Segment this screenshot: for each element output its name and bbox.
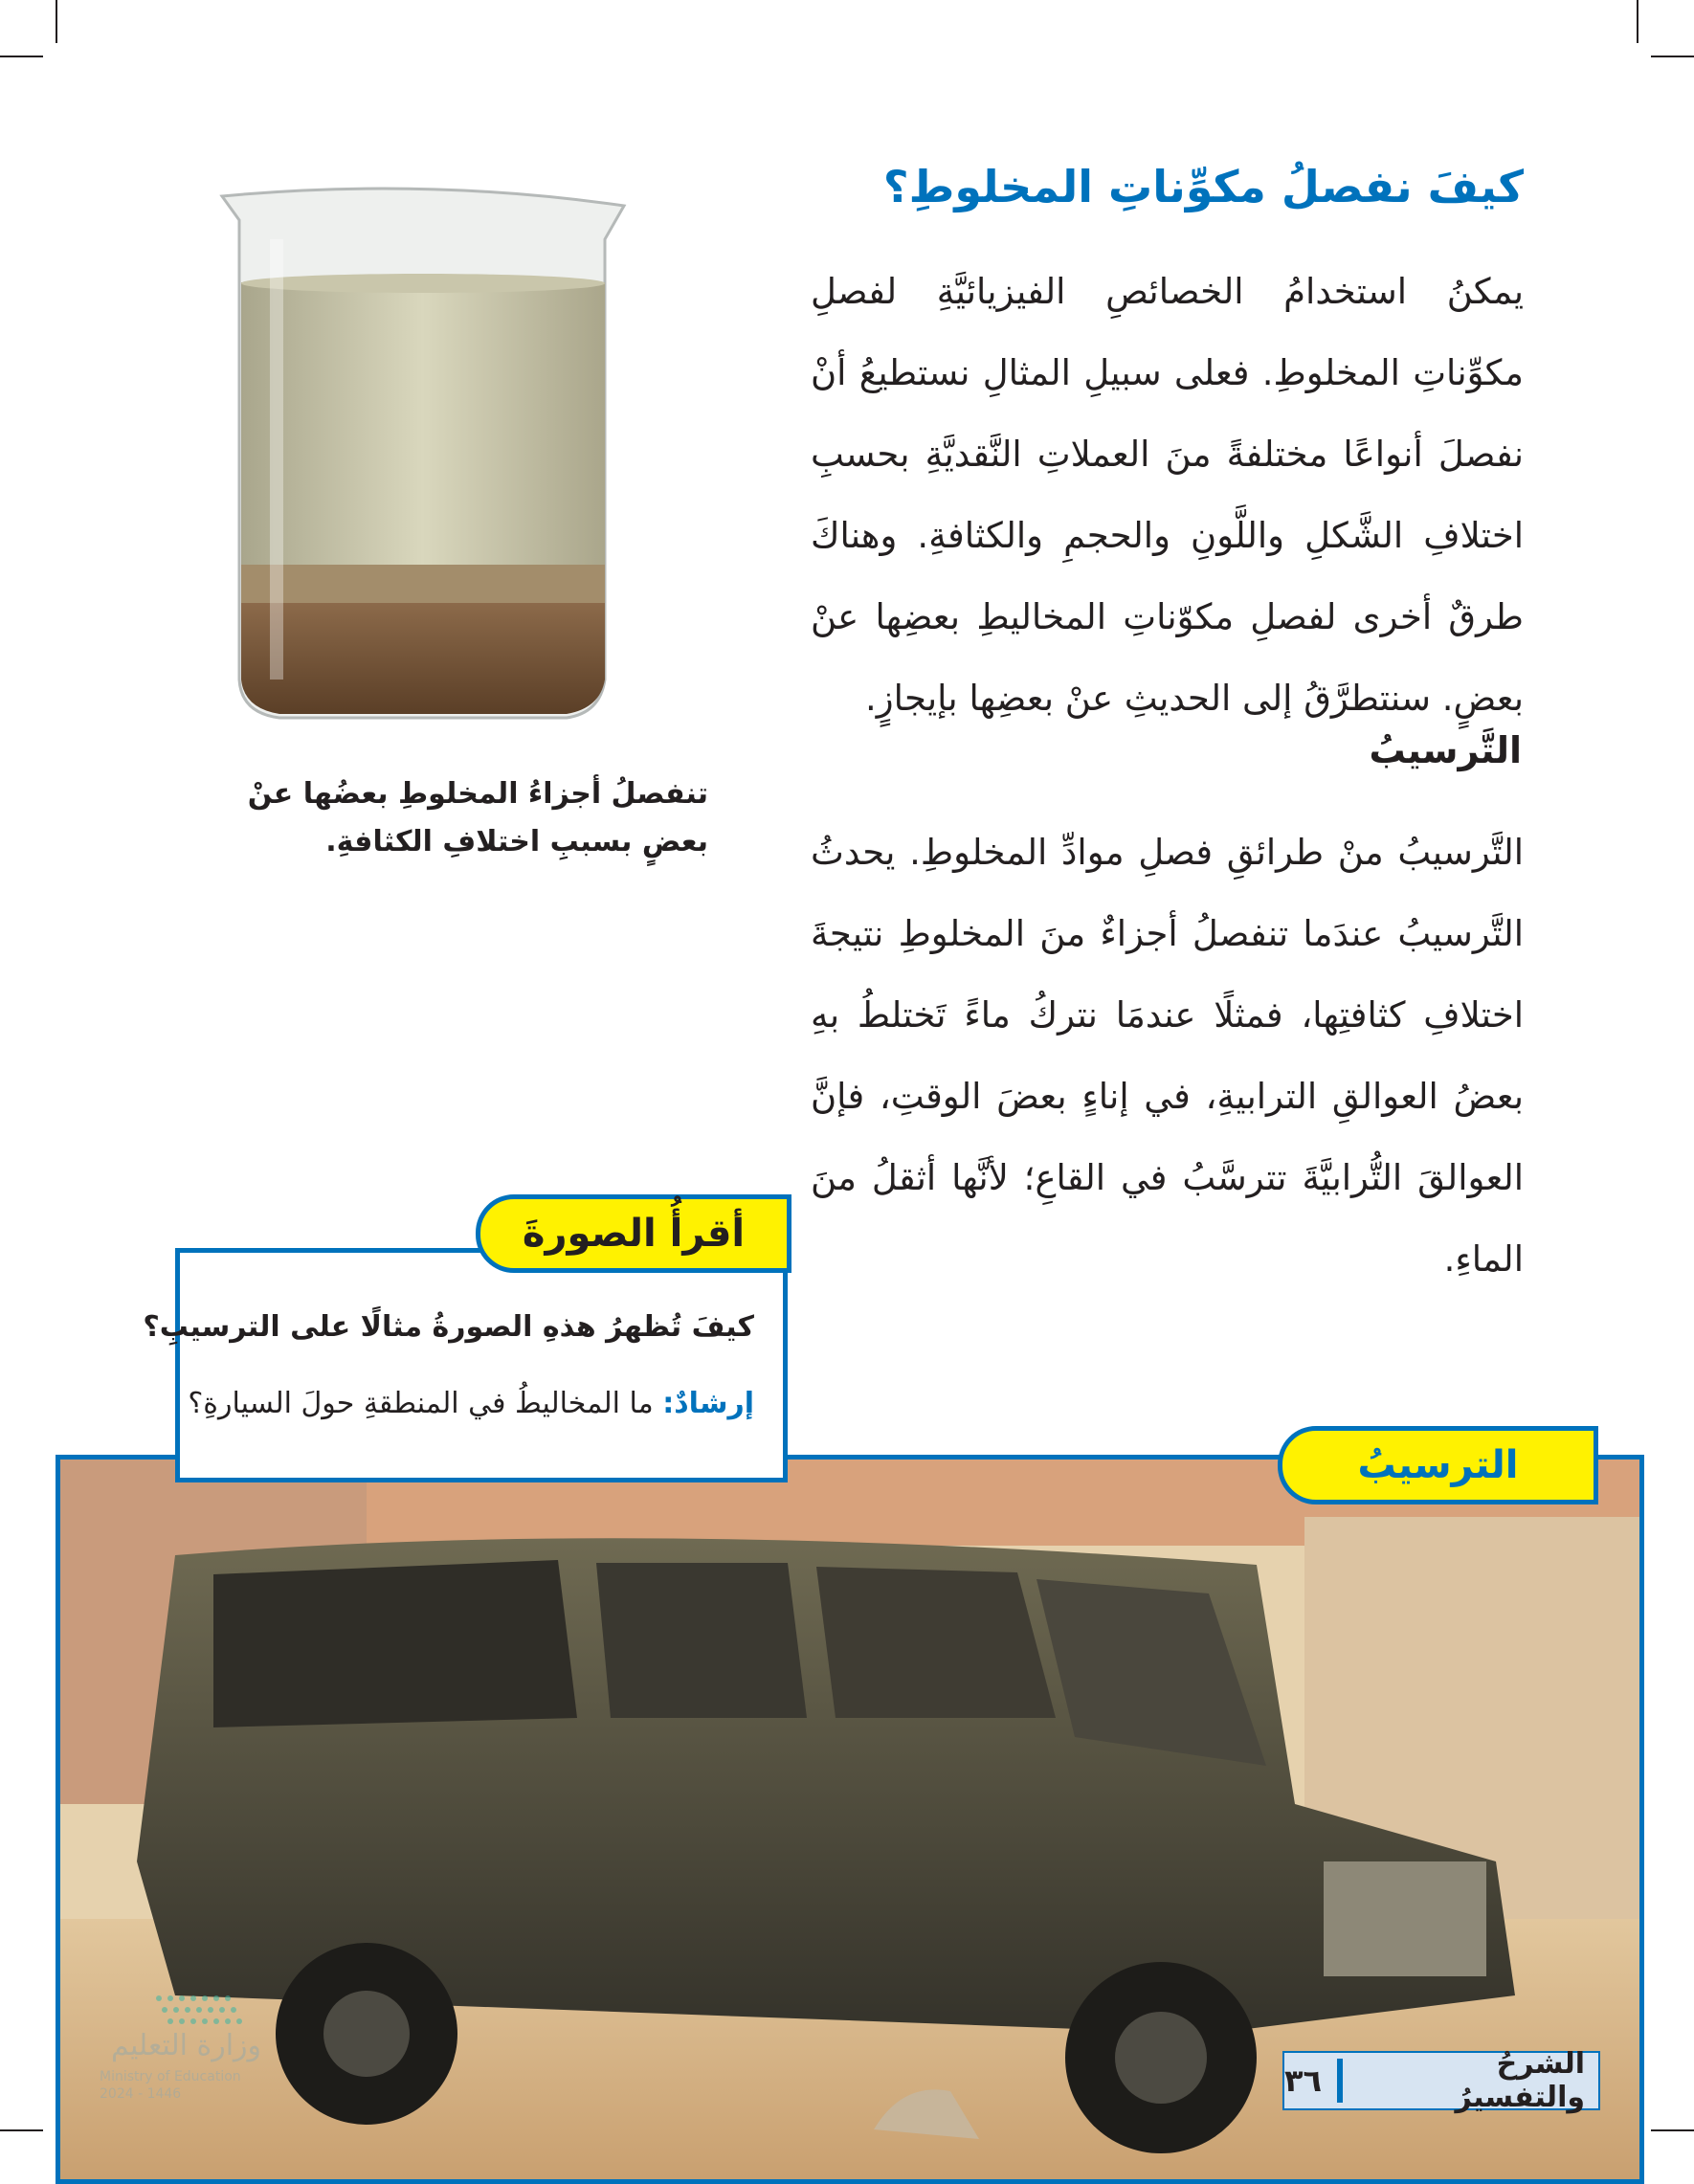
- hint-text: ما المخاليطُ في المنطقةِ حولَ السيارةِ؟: [188, 1387, 654, 1420]
- crop-mark: [56, 0, 57, 43]
- footer-separator: [1337, 2059, 1343, 2103]
- beaker-caption: تنفصلُ أجزاءُ المخلوطِ بعضُها عنْ بعضٍ بسببِ اختلافِ الكثافةِ.: [247, 777, 708, 858]
- ministry-year: 2024 - 1446: [100, 2086, 182, 2102]
- read-picture-tab: أقرأُ الصورةَ: [476, 1194, 791, 1273]
- beaker-photo: [212, 182, 634, 727]
- crop-mark: [0, 2129, 43, 2131]
- sedimentation-paragraph: التَّرسيبُ منْ طرائقِ فصلِ موادِّ المخلوطِ. يحدثُ التَّرسيبُ عندَما تنفصلُ أجزاءٌ منَ المخلوطِ نتيجةَ اختلافِ كثافتِها، فمثلًا عندمَا نتركُ ماءً تَختلطُ بهِ بعضُ العوالقِ الترابيةِ، في إناءٍ بعضَ الوقتِ، فإنَّ العوالقَ التُّرابيَّةَ تترسَّبُ في القاعِ؛ لأنَّها أثقلُ منَ الماءِ.: [811, 832, 1524, 1280]
- crop-mark: [1637, 0, 1638, 43]
- ministry-name-ar: وزارة التعليم: [111, 2029, 262, 2062]
- read-picture-hint: [188, 1387, 754, 1420]
- ministry-logo: [92, 1991, 331, 2106]
- read-picture-question: كيفَ تُظهرُ هذهِ الصورةُ مثالًا على الترسيبِ؟: [143, 1310, 754, 1344]
- sedimentation-heading: التَّرسيبُ: [1369, 729, 1522, 771]
- read-picture-box: [143, 1248, 788, 1482]
- sedimentation-figure-tab: الترسيبُ: [1278, 1426, 1598, 1504]
- crop-mark: [1651, 56, 1694, 57]
- section-title: كيفَ نفصلُ مكوِّناتِ المخلوطِ؟: [882, 161, 1524, 212]
- ministry-dots-icon: [149, 1991, 264, 2027]
- footer-section-label: الشرحُ والتفسيرُ: [1455, 2047, 1585, 2114]
- crop-mark: [1651, 2129, 1694, 2131]
- crop-mark: [0, 56, 43, 57]
- intro-paragraph: يمكنُ استخدامُ الخصائصِ الفيزيائيَّةِ لفصلِ مكوِّناتِ المخلوطِ. فعلى سبيلِ المثالِ نستطيعُ أنْ نفصلَ أنواعًا مختلفةً منَ العملاتِ النَّقديَّةِ بحسبِ اختلافِ الشَّكلِ واللَّونِ والحجمِ والكثافةِ. وهناكَ طرقٌ أخرى لفصلِ مكوّناتِ المخاليطِ بعضِها عنْ بعضٍ. سنتطرَّقُ إلى الحديثِ عنْ بعضِها بإيجازٍ.: [811, 271, 1524, 719]
- hint-label: إرشادٌ:: [662, 1387, 754, 1420]
- page-footer: [1282, 2047, 1600, 2114]
- ministry-name-en: Ministry of Education: [100, 2069, 241, 2084]
- page-number: ٣٦: [1284, 2062, 1323, 2099]
